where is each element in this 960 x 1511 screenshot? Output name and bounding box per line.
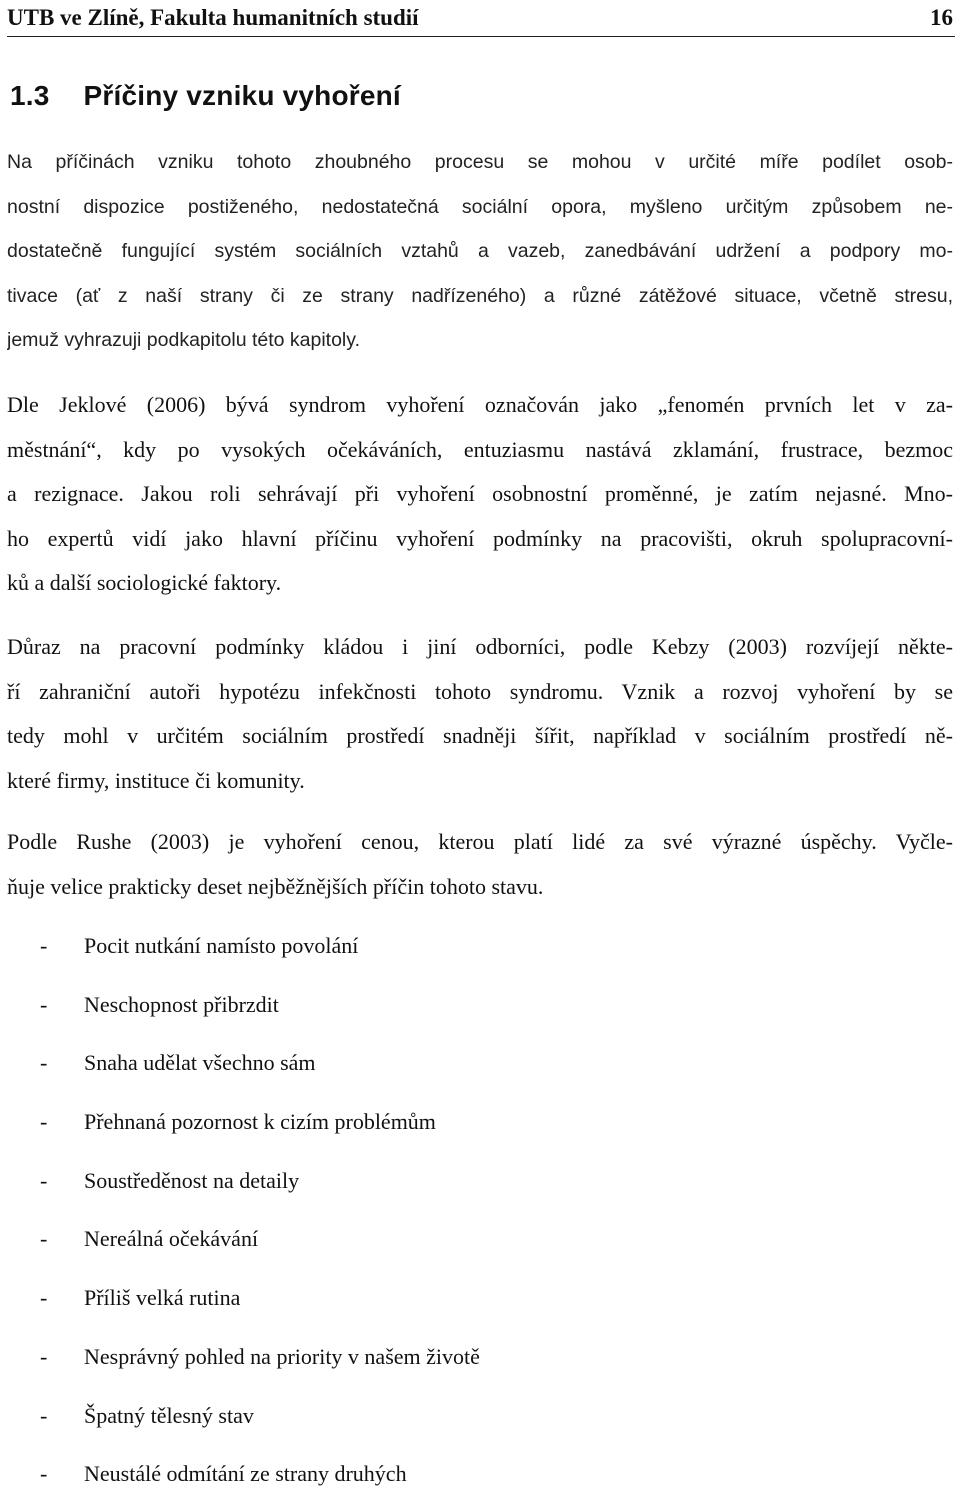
page-number: 16 — [930, 5, 953, 30]
list-item-text: Neustálé odmítání ze strany druhých — [84, 1461, 407, 1487]
bullet-dash: - — [40, 1461, 48, 1487]
paragraph-line: tivace (ať z naší strany či ze strany nadřízeného) a různé zátěžové situace, včetně stresu, — [7, 284, 953, 307]
section-number: 1.3 — [10, 80, 50, 111]
list-item — [40, 1159, 480, 1218]
list-item — [40, 1041, 480, 1100]
paragraph-line: a rezignace. Jakou roli sehrávají při vyhoření osobnostní proměnné, je zatím nejasné. Mno- — [7, 481, 953, 506]
paragraph-line: Dle Jeklové (2006) bývá syndrom vyhoření označován jako „fenomén prvních let v za- — [7, 392, 953, 417]
list-item — [40, 983, 480, 1042]
bullet-dash: - — [40, 1226, 48, 1252]
bullet-dash: - — [40, 991, 48, 1017]
paragraph-3 — [7, 625, 953, 803]
list-item — [40, 1276, 480, 1335]
paragraph-line: městnání“, kdy po vysokých očekáváních, entuziasmu nastává zklamání, frustrace, bezmoc — [7, 436, 953, 462]
list-item — [40, 1100, 480, 1159]
bullet-dash: - — [40, 1109, 48, 1135]
paragraph-line: ří zahraniční autoři hypotézu infekčnosti tohoto syndromu. Vznik a rozvoj vyhoření by se — [7, 678, 953, 704]
list-item-text: Soustředěnost na detaily — [84, 1167, 300, 1193]
list-item-text: Příliš velká rutina — [84, 1285, 241, 1311]
paragraph-line: ků a další sociologické faktory. — [7, 570, 282, 595]
list-item — [40, 1217, 480, 1276]
list-item-text: Neschopnost přibrzdit — [84, 991, 279, 1017]
bullet-dash: - — [40, 1050, 48, 1076]
bullet-dash: - — [40, 1343, 48, 1369]
list-item — [40, 1335, 480, 1394]
paragraph-2 — [7, 383, 953, 606]
list-item-text: Nereálná očekávání — [84, 1226, 259, 1252]
bullet-dash: - — [40, 1285, 48, 1311]
list-item — [40, 924, 480, 983]
list-item-text: Nesprávný pohled na priority v našem životě — [84, 1343, 480, 1369]
paragraph-line: ho expertů vidí jako hlavní příčinu vyhoření podmínky na pracovišti, okruh spolupracovní- — [7, 525, 953, 551]
list-item-text: Snaha udělat všechno sám — [84, 1050, 316, 1076]
paragraph-line: tedy mohl v určitém sociálním prostředí snadněji šířit, například v sociálním prostředí ně- — [7, 723, 953, 748]
paragraph-line: nostní dispozice postiženého, nedostatečná sociální opora, myšleno určitým způsobem ne- — [7, 195, 953, 218]
list-item-text: Přehnaná pozornost k cizím problémům — [84, 1109, 436, 1135]
paragraph-line: ňuje velice prakticky deset nejběžnějších příčin tohoto stavu. — [7, 873, 544, 899]
bullet-dash: - — [40, 933, 48, 958]
paragraph-4 — [7, 820, 953, 909]
paragraph-line: Důraz na pracovní podmínky kládou i jiní odborníci, podle Kebzy (2003) rozvíjejí někte- — [7, 634, 953, 659]
list-item — [40, 1394, 480, 1453]
bullet-dash: - — [40, 1402, 48, 1428]
paragraph-line: které firmy, instituce či komunity. — [7, 767, 305, 793]
paragraph-line: Podle Rushe (2003) je vyhoření cenou, kterou platí lidé za své výrazné úspěchy. Vyčle- — [7, 829, 953, 854]
list-item — [40, 1452, 480, 1511]
causes-list — [40, 924, 480, 1511]
paragraph-line: Na příčinách vzniku tohoto zhoubného procesu se mohou v určité míře podílet osob- — [7, 151, 953, 173]
list-item-text: Špatný tělesný stav — [84, 1402, 254, 1428]
paragraph-1 — [7, 140, 953, 363]
list-item-text: Pocit nutkání namísto povolání — [84, 933, 359, 958]
paragraph-line: jemuž vyhrazuji podkapitolu této kapitoly. — [7, 329, 360, 351]
page-header — [7, 0, 955, 37]
section-heading — [10, 80, 401, 112]
bullet-dash: - — [40, 1167, 48, 1193]
header-title: UTB ve Zlíně, Fakulta humanitních studií — [7, 5, 419, 30]
section-title: Příčiny vzniku vyhoření — [83, 80, 401, 111]
paragraph-line: dostatečně fungující systém sociálních vztahů a vazeb, zanedbávání udržení a podpory mo- — [7, 240, 953, 262]
